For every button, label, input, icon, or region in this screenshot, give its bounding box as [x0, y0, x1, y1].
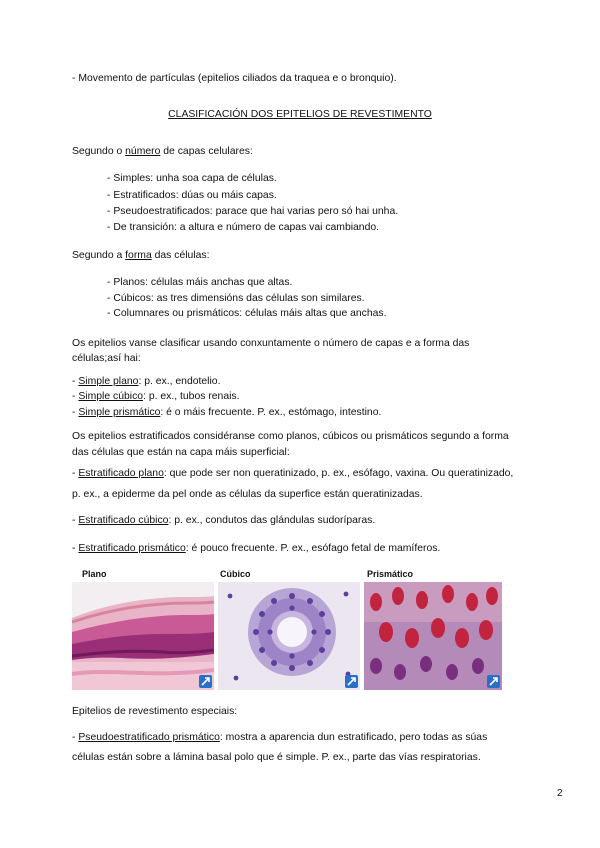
text-line: p. ex., a epiderme da pel onde as células da superfice están queratinizadas. [72, 489, 423, 500]
list-item: - Simple cúbico: p. ex., tubos renais. [72, 391, 240, 402]
list-item: - Estratificado prismático: é pouco frecuente. P. ex., esófago fetal de mamíferos. [72, 543, 441, 554]
list-item: - De transición: a altura e número de capas vai cambiando. [107, 222, 380, 233]
list-item: - Simple plano: p. ex., endotelio. [72, 376, 221, 387]
figure-caption-cubico: Cúbico [220, 569, 251, 579]
stratified-columnar-image[interactable] [364, 582, 502, 690]
text-line: células están sobre a lámina basal polo que é simple. P. ex., parte das vías respiratorias. [72, 752, 481, 763]
text-line: Os epitelios estratificados considéranse como planos, cúbicos ou prismáticos segundo a forma [72, 431, 509, 442]
text-line: Os epitelios vanse clasificar usando conxuntamente o número de capas e a forma das [72, 338, 470, 349]
list-item: - Estratificado cúbico: p. ex., condutos das glándulas sudoríparas. [72, 515, 376, 526]
figure-caption-plano: Plano [82, 569, 107, 579]
list-item: - Estratificados: dúas ou máis capas. [107, 190, 277, 201]
text-line: Segundo a forma das células: [72, 250, 210, 261]
list-item: - Simples: unha soa capa de células. [107, 173, 277, 184]
expand-icon[interactable] [487, 675, 500, 688]
list-item: - Estratificado plano: que pode ser non queratinizado, p. ex., esófago, vaxina. Ou queratinizado, [72, 468, 514, 479]
text-line: das células que están na capa máis superficial: [72, 447, 290, 458]
expand-icon[interactable] [345, 675, 358, 688]
list-item: - Planos: células máis anchas que altas. [107, 277, 293, 288]
text-line: Epitelios de revestimento especiais: [72, 706, 238, 717]
text-line: Segundo o número de capas celulares: [72, 146, 253, 157]
list-item: - Simple prismático: é o máis frecuente. P. ex., estómago, intestino. [72, 407, 382, 418]
list-item: - Pseudoestratificado prismático: mostra a aparencia dun estratificado, pero todas as súas [72, 732, 488, 743]
section-title: CLASIFICACIÓN DOS EPITELIOS DE REVESTIMENTO [168, 109, 432, 120]
text-line: células;así hai: [72, 353, 141, 364]
expand-icon[interactable] [199, 675, 212, 688]
list-item: - Cúbicos: as tres dimensións das células son similares. [107, 293, 365, 304]
stratified-squamous-image[interactable] [72, 582, 214, 690]
list-item: - Pseudoestratificados: parace que hai varias pero só hai unha. [107, 206, 399, 217]
page-number: 2 [557, 788, 563, 799]
text-line: - Movemento de partículas (epitelios ciliados da traquea e o bronquio). [72, 73, 397, 84]
figure-caption-prismatico: Prismático [367, 569, 414, 579]
stratified-cuboidal-image[interactable] [218, 582, 360, 690]
list-item: - Columnares ou prismáticos: células máis altas que anchas. [107, 308, 387, 319]
